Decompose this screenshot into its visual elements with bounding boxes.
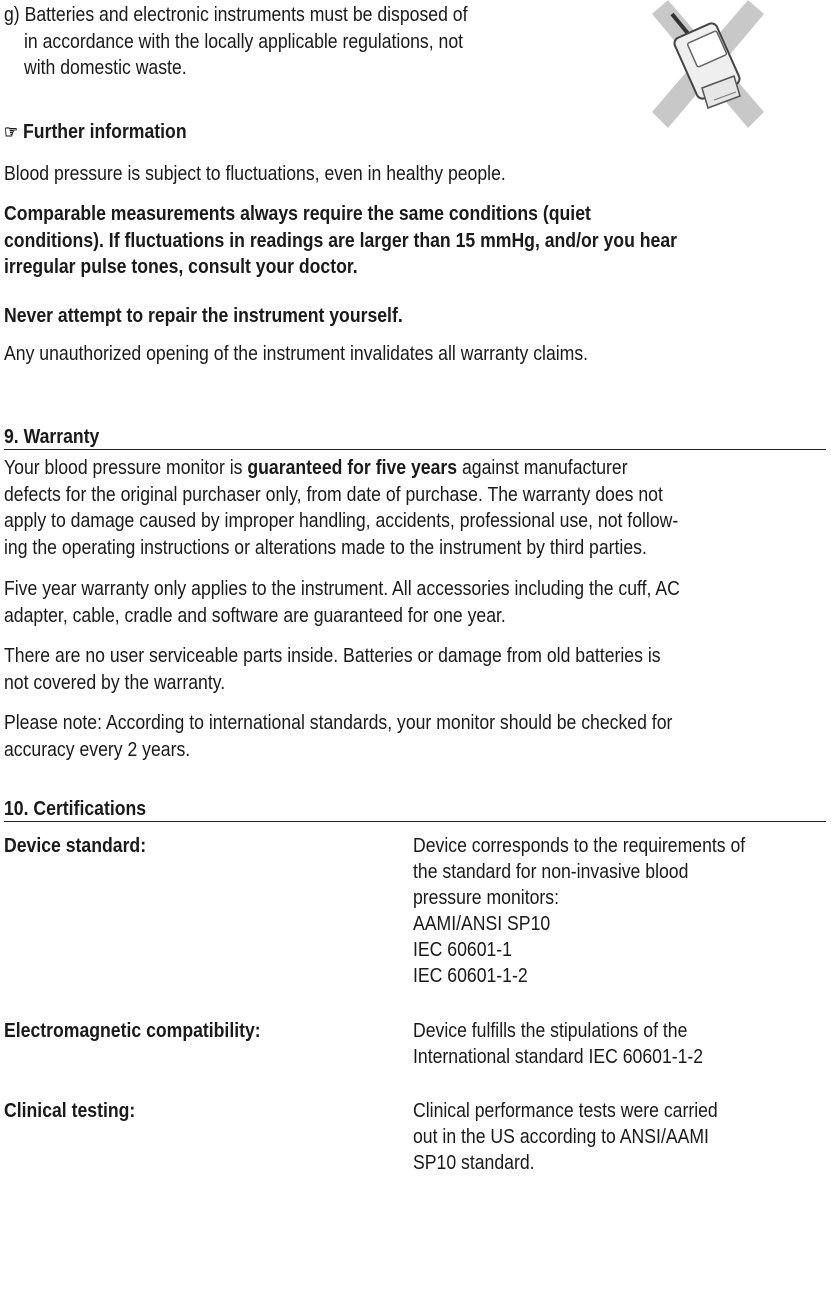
clinical-testing-value: Clinical performance tests were carried out in the US according to ANSI/AAMI SP10 standard. bbox=[413, 1099, 718, 1174]
further-info-p3: Never attempt to repair the instrument yourself. bbox=[4, 304, 403, 327]
disposal-note bbox=[4, 2, 644, 82]
warranty-p1: Your blood pressure monitor is guaranteed for five years against manufacturer defects for the original purchaser only, from date of purchase. The warranty does not apply to damage caused by improper handling, accidents, professional use, not follow- ing the operating instructions or alterations made to the instrument by third parties. bbox=[4, 456, 679, 559]
disposal-line-1: g) Batteries and electronic instruments must be disposed of bbox=[4, 3, 468, 26]
further-info-p1: Blood pressure is subject to fluctuations, even in healthy people. bbox=[4, 162, 506, 185]
further-info-heading: ☞ Further information bbox=[4, 120, 187, 143]
certifications-heading: 10. Certifications bbox=[4, 796, 826, 822]
device-standard-value: Device corresponds to the requirements of the standard for non-invasive blood pressure monitors: AAMI/ANSI SP10 IEC 60601-1 IEC 60601-1-2 bbox=[413, 834, 746, 987]
no-domestic-waste-figure bbox=[648, 0, 766, 136]
emc-label: Electromagnetic compatibility: bbox=[4, 1019, 261, 1042]
pointing-hand-icon: ☞ bbox=[4, 122, 18, 142]
further-info-p2: Comparable measurements always require the same conditions (quiet conditions). If fluctuations in readings are larger than 15 mmHg, and/or you hear irregular pulse tones, consult your doctor. bbox=[4, 202, 677, 278]
device-standard-label: Device standard: bbox=[4, 834, 147, 857]
further-info-p4: Any unauthorized opening of the instrument invalidates all warranty claims. bbox=[4, 342, 589, 365]
warranty-p3: There are no user serviceable parts inside. Batteries or damage from old batteries is not covered by the warranty. bbox=[4, 644, 661, 694]
disposal-line-2: in accordance with the locally applicable regulations, not bbox=[24, 29, 464, 53]
warranty-p4: Please note: According to international standards, your monitor should be checked for accuracy every 2 years. bbox=[4, 711, 673, 761]
clinical-testing-label: Clinical testing: bbox=[4, 1099, 136, 1122]
warranty-heading: 9. Warranty bbox=[4, 424, 826, 450]
disposal-line-3: with domestic waste. bbox=[24, 56, 187, 79]
warranty-p2: Five year warranty only applies to the instrument. All accessories including the cuff, AC adapter, cable, cradle and software are guaranteed for one year. bbox=[4, 577, 680, 627]
emc-value: Device fulfills the stipulations of the International standard IEC 60601-1-2 bbox=[413, 1019, 704, 1068]
